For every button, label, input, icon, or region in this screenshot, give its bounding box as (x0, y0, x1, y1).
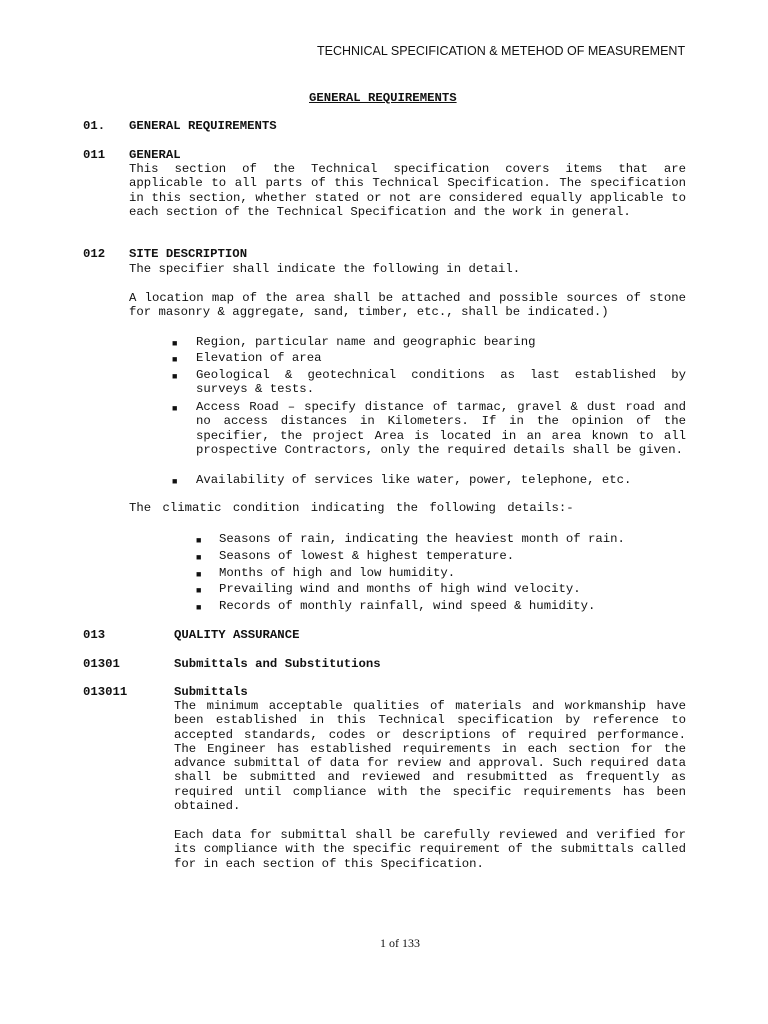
list-item: Records of monthly rainfall, wind speed & humidity. (219, 599, 596, 613)
section-01-number: 01. (83, 119, 106, 133)
list-item: Months of high and low humidity. (219, 566, 456, 580)
section-013011-heading: Submittals (174, 685, 248, 699)
page-number: 1 of 133 (380, 936, 420, 950)
bullet-icon: ■ (196, 602, 202, 612)
section-011-number: 011 (83, 148, 106, 162)
bullet-icon: ■ (172, 338, 178, 348)
list-item: Elevation of area (196, 351, 322, 365)
section-011-heading: GENERAL (129, 148, 181, 162)
climatic-intro: The climatic condition indicating the following details:- (129, 501, 574, 515)
section-012-number: 012 (83, 247, 106, 261)
section-013-heading: QUALITY ASSURANCE (174, 628, 300, 642)
section-012-intro: The specifier shall indicate the following in detail. (129, 262, 521, 276)
bullet-icon: ■ (196, 552, 202, 562)
section-013-number: 013 (83, 628, 106, 642)
bullet-icon: ■ (172, 371, 178, 381)
bullet-icon: ■ (196, 569, 202, 579)
section-013011-para2: Each data for submittal shall be carefully reviewed and verified for its compliance with the specific requirement of the submittals called for in each section of this Specification. (174, 828, 686, 871)
document-title: GENERAL REQUIREMENTS (309, 91, 457, 105)
list-item: Prevailing wind and months of high wind velocity. (219, 582, 581, 596)
bullet-icon: ■ (172, 403, 178, 413)
list-item: Region, particular name and geographic bearing (196, 335, 536, 349)
list-item: Geological & geotechnical conditions as last established by surveys & tests. (196, 368, 686, 397)
section-013011-number: 013011 (83, 685, 128, 699)
section-01-heading: GENERAL REQUIREMENTS (129, 119, 277, 133)
page-header: TECHNICAL SPECIFICATION & METEHOD OF MEASUREMENT (317, 44, 686, 58)
list-item: Seasons of rain, indicating the heaviest month of rain. (219, 532, 625, 546)
list-item: Seasons of lowest & highest temperature. (219, 549, 515, 563)
bullet-icon: ■ (172, 476, 178, 486)
section-012-location: A location map of the area shall be attached and possible sources of stone for masonry & aggregate, sand, timber, etc., shall be indicated.) (129, 291, 686, 320)
list-item: Access Road – specify distance of tarmac, gravel & dust road and no access distances in Kilometers. If in the opinion of the specifier, the project Area is located in an area known to all prospective Contractors, only the required details shall be given. (196, 400, 686, 457)
bullet-icon: ■ (196, 585, 202, 595)
section-011-body: This section of the Technical specification covers items that are applicable to all parts of this Technical Specification. The specification in this section, whether stated or not are considered equally applicable to each section of the Technical Specification and the work in general. (129, 162, 686, 219)
list-item: Availability of services like water, power, telephone, etc. (196, 473, 632, 487)
section-013011-para1: The minimum acceptable qualities of materials and workmanship have been established in this Technical specification by reference to accepted standards, codes or descriptions of required performance. The Engineer has established requirements in each section for the advance submittal of data for review and approval. Such required data shall be submitted and reviewed and resubmitted as frequently as required until compliance with the specific requirements has been obtained. (174, 699, 686, 814)
section-01301-number: 01301 (83, 657, 120, 671)
bullet-icon: ■ (172, 354, 178, 364)
section-01301-heading: Submittals and Substitutions (174, 657, 381, 671)
bullet-icon: ■ (196, 535, 202, 545)
section-012-heading: SITE DESCRIPTION (129, 247, 248, 261)
